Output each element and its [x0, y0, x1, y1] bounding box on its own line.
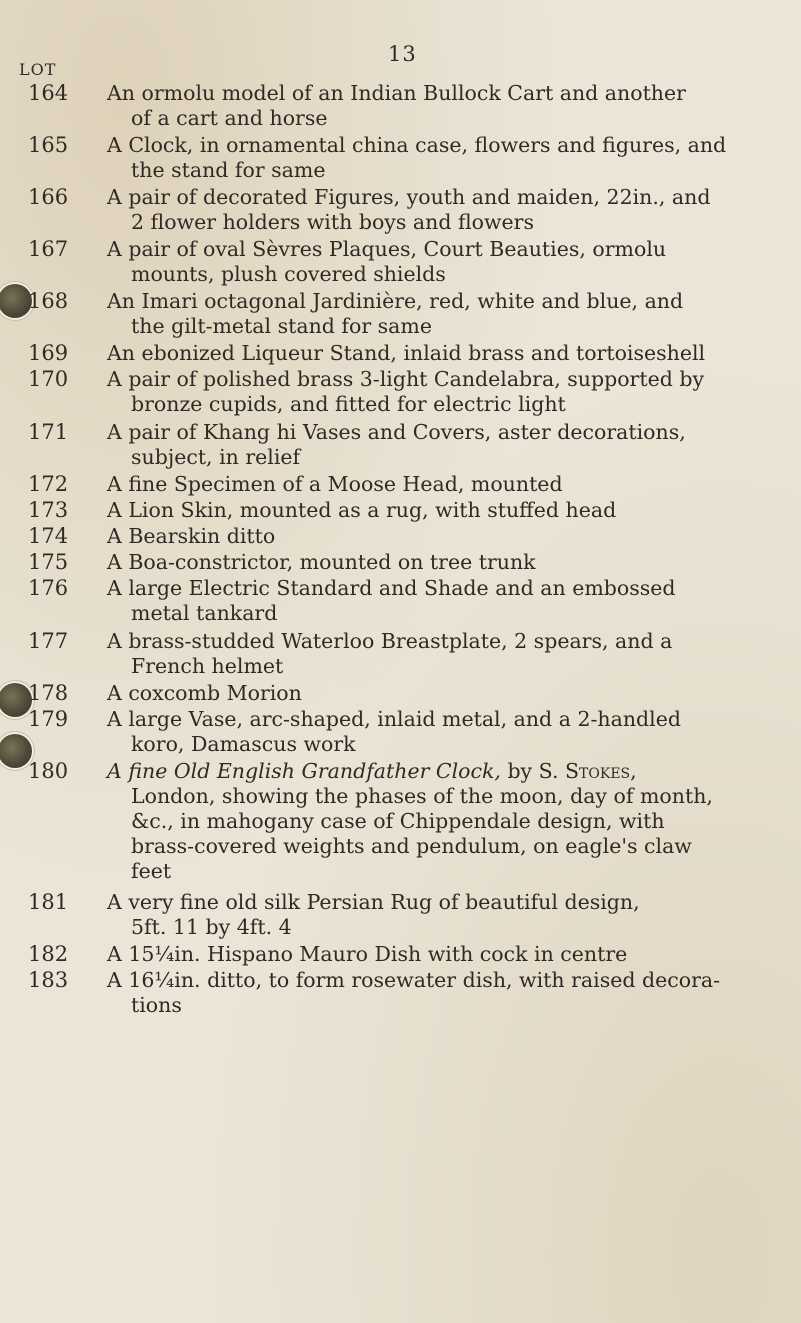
- description-line: A pair of oval Sèvres Plaques, Court Beauties, ormolu: [107, 237, 667, 261]
- lot-description: [107, 498, 794, 523]
- description-line: French helmet: [131, 654, 284, 678]
- lot-description: [107, 289, 794, 339]
- description-line: of a cart and horse: [131, 106, 328, 130]
- description-line: the gilt-metal stand for same: [131, 314, 432, 338]
- description-line: A Bearskin ditto: [107, 524, 276, 548]
- description-line: &c., in mahogany case of Chippendale design, with: [131, 809, 665, 833]
- description-line: the stand for same: [131, 158, 326, 182]
- lot-number: 173: [28, 498, 69, 522]
- description-line: A fine Specimen of a Moose Head, mounted: [107, 472, 563, 496]
- lot-number: 167: [28, 237, 69, 261]
- description-line: A Clock, in ornamental china case, flowers and figures, and: [107, 133, 727, 157]
- description-line: An ebonized Liqueur Stand, inlaid brass and tortoiseshell: [107, 341, 706, 365]
- description-line: A large Vase, arc-shaped, inlaid metal, and a 2-handled: [107, 707, 681, 731]
- maker-name: Stokes,: [565, 759, 637, 783]
- description-line: A pair of decorated Figures, youth and maiden, 22in., and: [107, 185, 711, 209]
- lot-description: [107, 81, 794, 131]
- lot-number: 182: [28, 942, 69, 966]
- lot-description: [107, 576, 794, 626]
- lot-number: 165: [28, 133, 69, 157]
- lot-description: [107, 707, 794, 757]
- description-line: A coxcomb Morion: [107, 681, 302, 705]
- description-line: metal tankard: [131, 601, 278, 625]
- page-number: 13: [388, 42, 417, 66]
- lot-description: [107, 629, 794, 679]
- lot-number: 174: [28, 524, 69, 548]
- lot-description: [107, 681, 794, 706]
- lot-number: 164: [28, 81, 69, 105]
- lot-number: 169: [28, 341, 69, 365]
- lot-description: [107, 759, 794, 884]
- description-line: 5ft. 11 by 4ft. 4: [131, 915, 292, 939]
- description-line: A very fine old silk Persian Rug of beautiful design,: [107, 890, 640, 914]
- description-line: brass-covered weights and pendulum, on eagle's claw: [131, 834, 692, 858]
- lot-description: [107, 472, 794, 497]
- description-line: A pair of Khang hi Vases and Covers, aster decorations,: [107, 420, 686, 444]
- lot-number: 178: [28, 681, 69, 705]
- lot-number: 183: [28, 968, 69, 992]
- lot-number: 166: [28, 185, 69, 209]
- lot-description: [107, 185, 794, 235]
- lot-number: 181: [28, 890, 69, 914]
- lot-description: [107, 968, 794, 1018]
- description-line: koro, Damascus work: [131, 732, 356, 756]
- description-line: feet: [131, 859, 172, 883]
- description-line: London, showing the phases of the moon, day of month,: [131, 784, 713, 808]
- description-line: A brass-studded Waterloo Breastplate, 2 spears, and a: [107, 629, 673, 653]
- lot-number: 170: [28, 367, 69, 391]
- description-line: tions: [131, 993, 182, 1017]
- lot-number: 171: [28, 420, 69, 444]
- lot-description: [107, 420, 794, 470]
- lot-number: 176: [28, 576, 69, 600]
- description-line: A 15¼in. Hispano Mauro Dish with cock in centre: [107, 942, 628, 966]
- lot-number: 175: [28, 550, 69, 574]
- description-line: 2 flower holders with boys and flowers: [131, 210, 534, 234]
- lot-description: [107, 550, 794, 575]
- lot-description: [107, 341, 794, 366]
- maker-prefix: by S.: [500, 759, 566, 783]
- description-line: [107, 759, 794, 784]
- description-line: An ormolu model of an Indian Bullock Cart and another: [107, 81, 686, 105]
- lot-number: 168: [28, 289, 69, 313]
- lot-number: 172: [28, 472, 69, 496]
- description-line: A Boa-constrictor, mounted on tree trunk: [107, 550, 536, 574]
- lot-description: [107, 890, 794, 940]
- lot-number: 180: [28, 759, 69, 783]
- lot-number: 179: [28, 707, 69, 731]
- description-line: mounts, plush covered shields: [131, 262, 446, 286]
- lot-description: [107, 524, 794, 549]
- description-line: A large Electric Standard and Shade and an embossed: [107, 576, 676, 600]
- description-line: A 16¼in. ditto, to form rosewater dish, with raised decora-: [107, 968, 721, 992]
- lot-description: [107, 942, 794, 967]
- lot-description: [107, 367, 794, 417]
- italic-title: A fine Old English Grandfather Clock,: [107, 759, 501, 783]
- lot-description: [107, 133, 794, 183]
- lot-column-header: LOT: [19, 60, 57, 79]
- description-line: A Lion Skin, mounted as a rug, with stuffed head: [107, 498, 617, 522]
- lot-number: 177: [28, 629, 69, 653]
- description-line: An Imari octagonal Jardinière, red, white and blue, and: [107, 289, 684, 313]
- description-line: bronze cupids, and fitted for electric light: [131, 392, 566, 416]
- lot-description: [107, 237, 794, 287]
- description-line: subject, in relief: [131, 445, 301, 469]
- description-line: A pair of polished brass 3-light Candelabra, supported by: [107, 367, 705, 391]
